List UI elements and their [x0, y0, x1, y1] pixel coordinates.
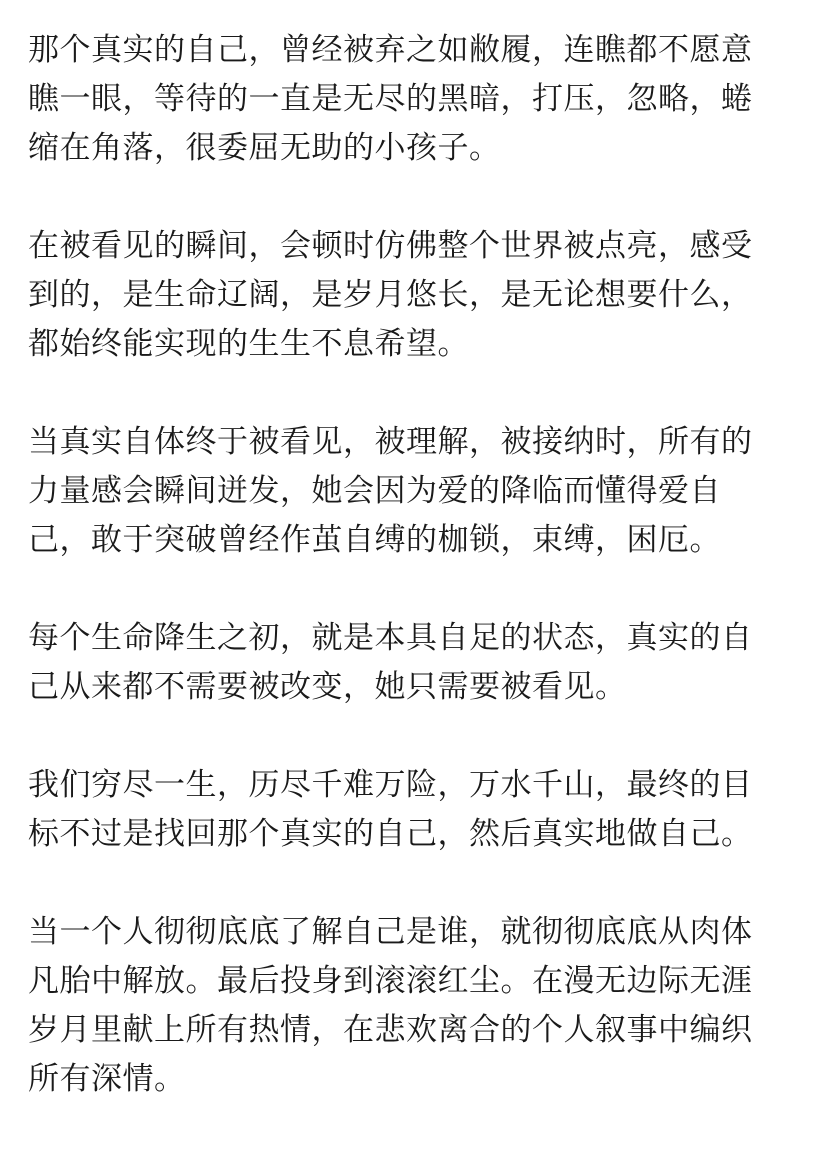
paragraph-line: 缩在角落，很委屈无助的小孩子。 — [28, 130, 501, 166]
paragraph-line: 岁月里献上所有热情，在悲欢离合的个人叙事中编织 — [28, 1012, 753, 1048]
paragraph-line: 到的，是生命辽阔，是岁月悠长，是无论想要什么， — [28, 277, 753, 313]
paragraph-line: 当一个人彻彻底底了解自己是谁，就彻彻底底从肉体 — [28, 914, 753, 950]
paragraph-line: 都始终能实现的生生不息希望。 — [28, 326, 469, 362]
paragraph-line: 己，敢于突破曾经作茧自缚的枷锁，束缚，困厄。 — [28, 522, 721, 558]
paragraph-line: 凡胎中解放。最后投身到滚滚红尘。在漫无边际无涯 — [28, 963, 753, 999]
paragraph-6 — [28, 908, 788, 1104]
paragraph-line: 在被看见的瞬间，会顿时仿佛整个世界被点亮，感受 — [28, 228, 753, 264]
paragraph-line: 当真实自体终于被看见，被理解，被接纳时，所有的 — [28, 424, 753, 460]
paragraph-line: 每个生命降生之初，就是本具自足的状态，真实的自 — [28, 620, 753, 656]
paragraph-2 — [28, 222, 788, 369]
paragraph-line: 所有深情。 — [28, 1061, 186, 1097]
paragraph-4 — [28, 614, 788, 712]
paragraph-line: 我们穷尽一生，历尽千难万险，万水千山，最终的目 — [28, 767, 753, 803]
paragraph-1 — [28, 26, 788, 173]
paragraph-line: 己从来都不需要被改变，她只需要被看见。 — [28, 669, 627, 705]
paragraph-line: 力量感会瞬间迸发，她会因为爱的降临而懂得爱自 — [28, 473, 721, 509]
paragraph-line: 瞧一眼，等待的一直是无尽的黑暗，打压，忽略，蜷 — [28, 81, 753, 117]
paragraph-line: 标不过是找回那个真实的自己，然后真实地做自己。 — [28, 816, 753, 852]
paragraph-5 — [28, 761, 788, 859]
article-body — [28, 26, 788, 1153]
paragraph-3 — [28, 418, 788, 565]
paragraph-line: 那个真实的自己，曾经被弃之如敝履，连瞧都不愿意 — [28, 32, 753, 68]
